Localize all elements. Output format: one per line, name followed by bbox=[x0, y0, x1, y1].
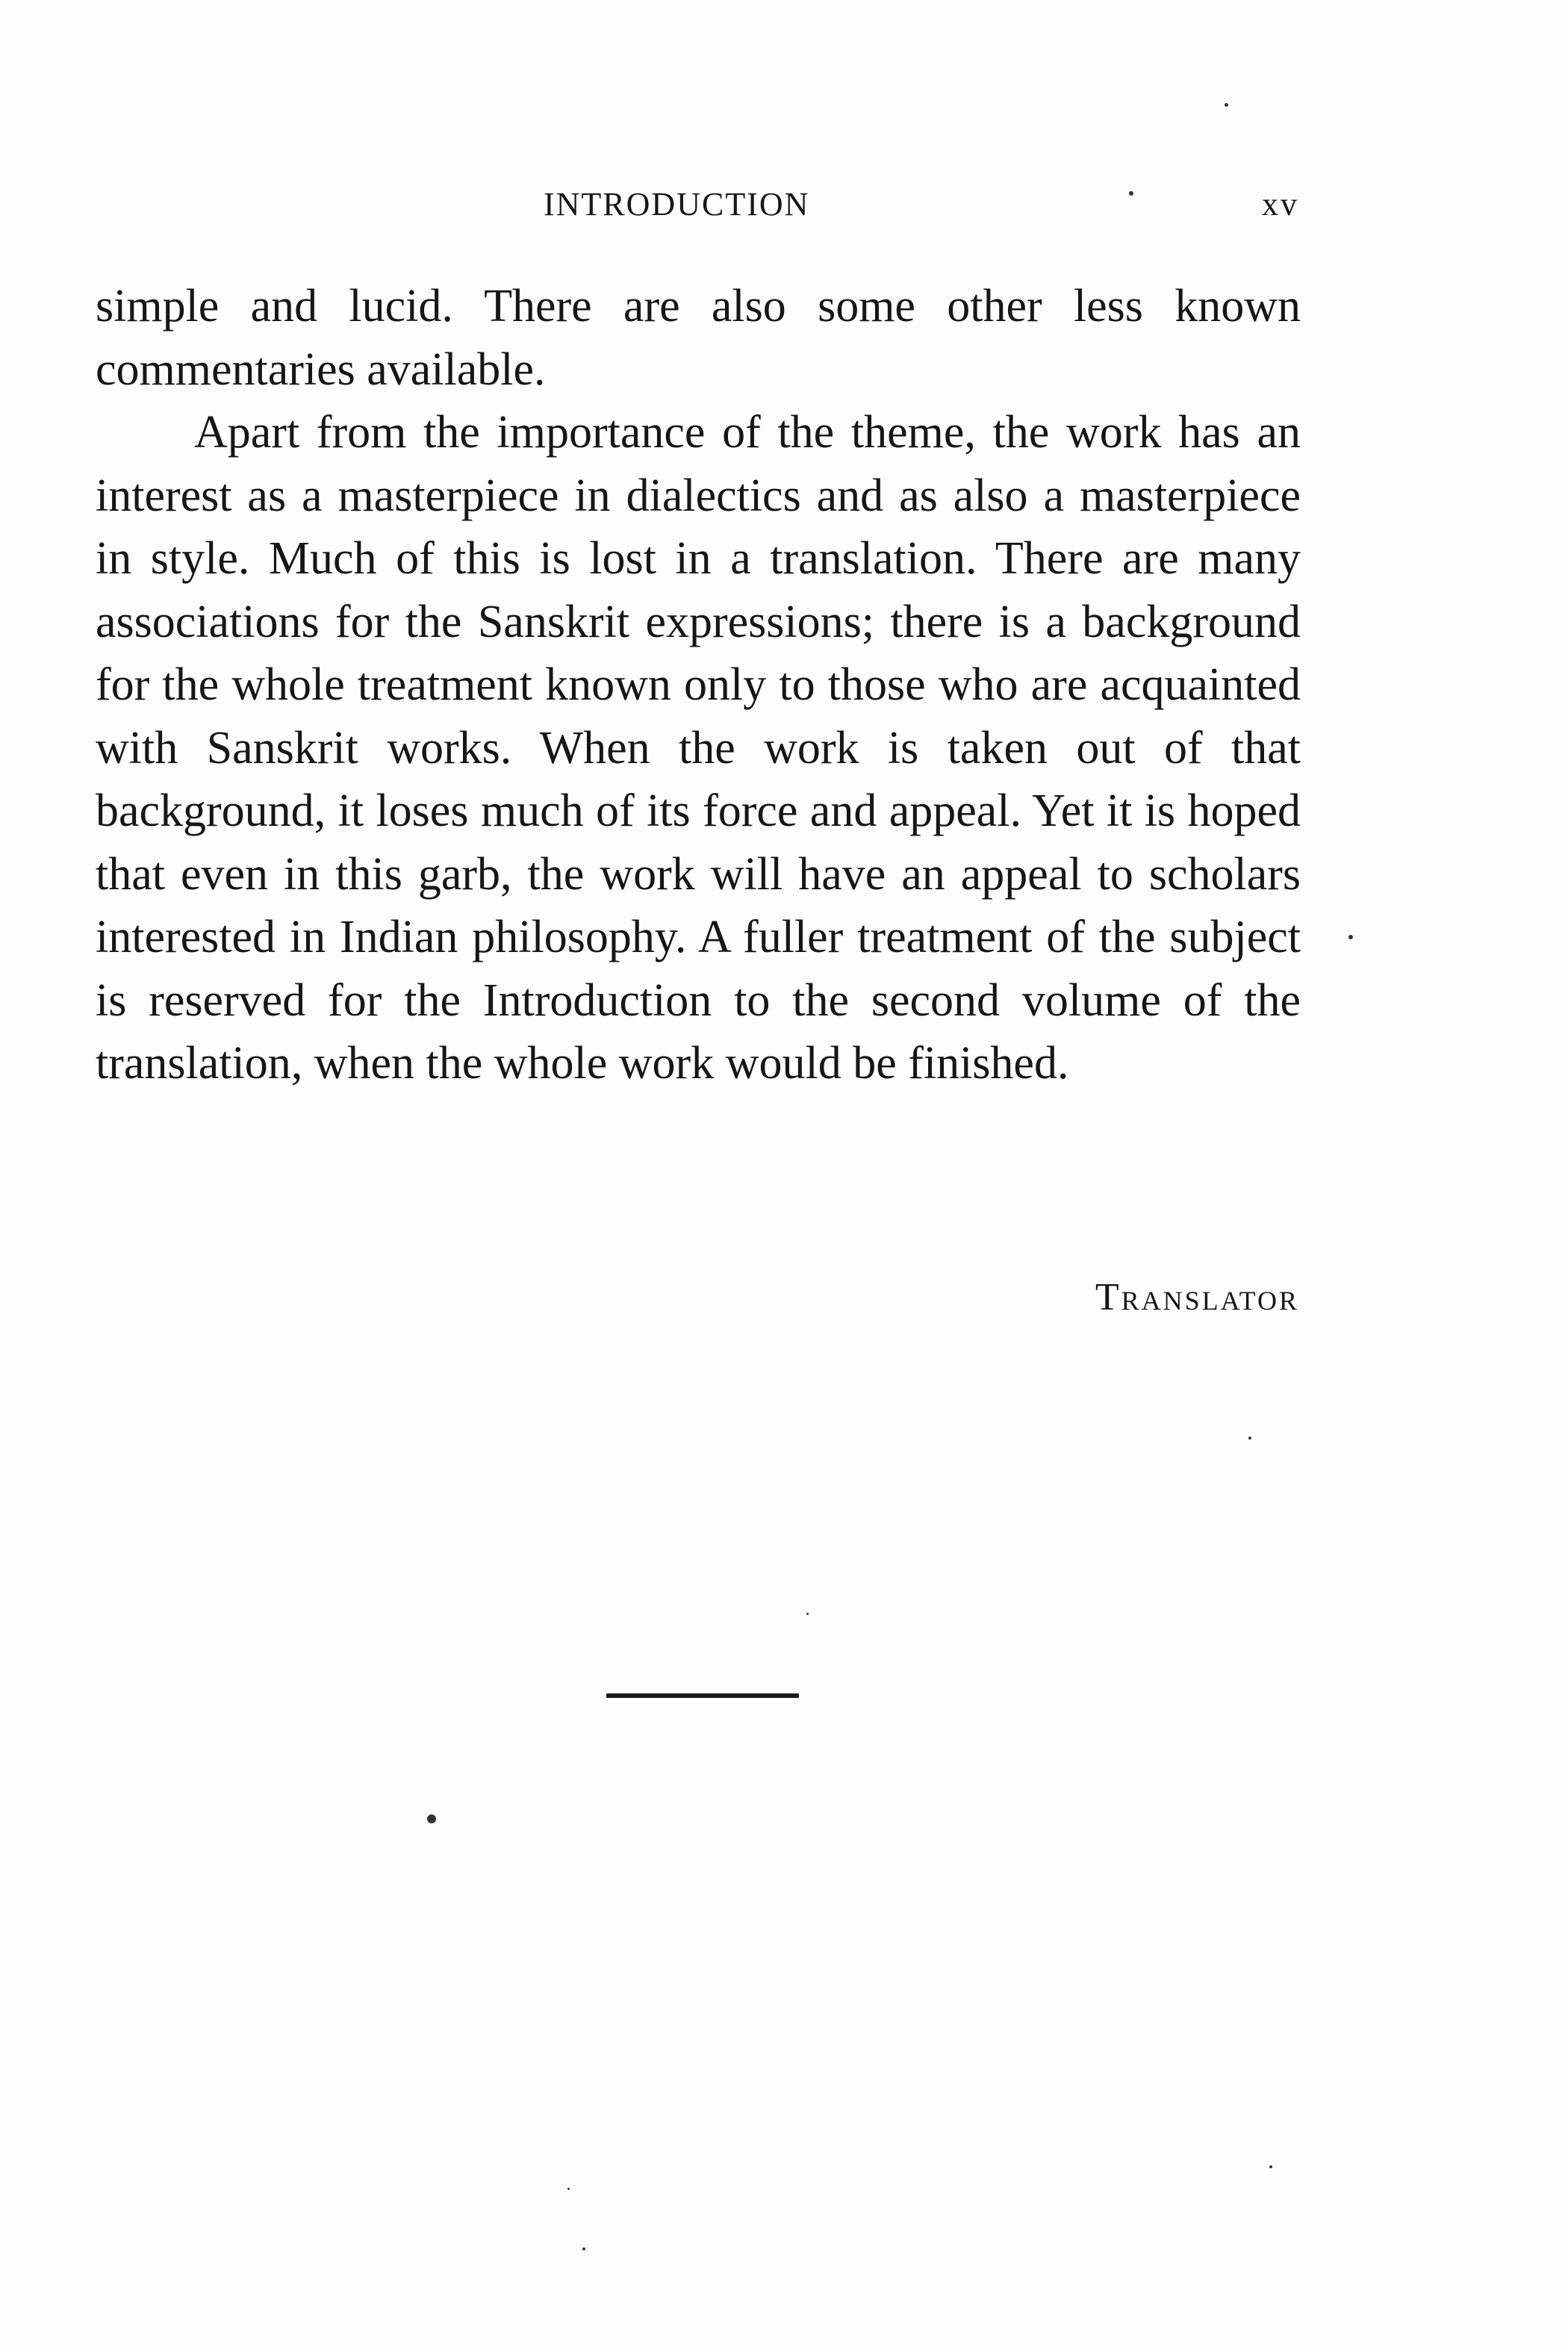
scan-speck bbox=[1348, 935, 1353, 939]
scan-speck bbox=[427, 1814, 436, 1823]
running-header bbox=[0, 185, 1568, 230]
paragraph: Apart from the importance of the theme, the work has an interest as a masterpiece in dialectics and as also a masterpiece in style. Much of this is lost in a translation. There are many associations for the Sanskrit expressions; there is a background for the whole treatment known only to those who are acquainted with Sanskrit works. When the work is taken out of that background, it loses much of its force and appeal. Yet it is hoped that even in this garb, the work will have an appeal to scholars interested in Indian philosophy. A fuller treatment of the subject is reserved for the Introduction to the second volume of the translation, when the whole work would be finished. bbox=[96, 407, 1301, 1089]
scan-speck bbox=[1269, 2165, 1272, 2168]
scan-speck bbox=[567, 2188, 570, 2190]
scan-speck bbox=[1129, 191, 1133, 196]
end-rule bbox=[606, 1693, 799, 1698]
scan-speck bbox=[806, 1613, 809, 1615]
scan-speck bbox=[582, 2247, 585, 2250]
header-title: INTRODUCTION bbox=[544, 186, 810, 223]
scan-speck bbox=[1225, 103, 1228, 107]
paragraph-continuation: simple and lucid. There are also some other less known commentaries available. bbox=[96, 281, 1301, 395]
scan-speck bbox=[1248, 1437, 1251, 1440]
translator-signature: Translator bbox=[1095, 1276, 1299, 1319]
body-text bbox=[96, 275, 1301, 1095]
page-number: xv bbox=[1262, 186, 1299, 223]
